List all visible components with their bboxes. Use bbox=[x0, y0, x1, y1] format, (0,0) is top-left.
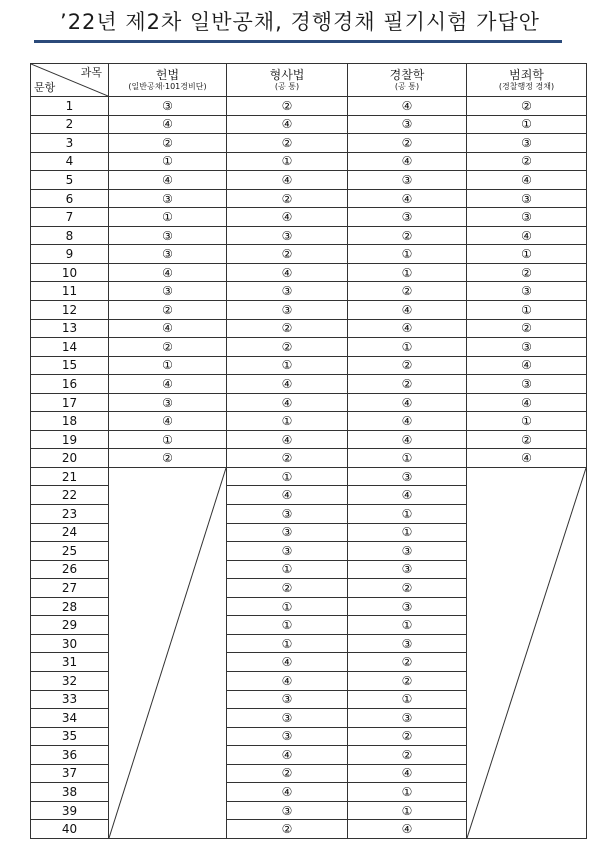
diagonal-line bbox=[109, 468, 226, 838]
answer-cell: ④ bbox=[227, 263, 348, 282]
subject-header-criminology bbox=[467, 64, 587, 97]
answer-cell: ③ bbox=[109, 226, 227, 245]
answer-cell: ① bbox=[348, 690, 467, 709]
answer-cell: ④ bbox=[348, 412, 467, 431]
answer-cell: ③ bbox=[348, 115, 467, 134]
answer-cell: ③ bbox=[348, 208, 467, 227]
answer-cell: ① bbox=[227, 467, 348, 486]
answer-cell: ② bbox=[227, 579, 348, 598]
subject-header-police-science bbox=[348, 64, 467, 97]
answer-cell: ④ bbox=[467, 356, 587, 375]
answer-cell: ① bbox=[348, 801, 467, 820]
question-number: 14 bbox=[31, 338, 109, 357]
answer-cell: ③ bbox=[348, 709, 467, 728]
answer-cell: ① bbox=[348, 616, 467, 635]
question-number: 12 bbox=[31, 301, 109, 320]
answer-cell: ② bbox=[227, 764, 348, 783]
table-row bbox=[31, 449, 587, 468]
question-number: 36 bbox=[31, 746, 109, 765]
answer-cell: ④ bbox=[227, 430, 348, 449]
answer-cell: ① bbox=[348, 338, 467, 357]
answer-cell: ② bbox=[348, 671, 467, 690]
table-row bbox=[31, 375, 587, 394]
answer-cell: ③ bbox=[467, 375, 587, 394]
answer-cell: ③ bbox=[227, 690, 348, 709]
answer-cell: ④ bbox=[348, 319, 467, 338]
subject-name: 헌법 bbox=[155, 68, 180, 82]
answer-cell: ④ bbox=[109, 412, 227, 431]
question-number: 34 bbox=[31, 709, 109, 728]
answer-cell: ④ bbox=[109, 171, 227, 190]
answer-cell: ④ bbox=[227, 653, 348, 672]
answer-cell: ④ bbox=[348, 486, 467, 505]
answer-cell: ③ bbox=[109, 245, 227, 264]
answer-cell: ③ bbox=[227, 301, 348, 320]
question-number: 23 bbox=[31, 505, 109, 524]
header-row bbox=[31, 64, 587, 97]
table-row bbox=[31, 319, 587, 338]
answer-cell: ① bbox=[227, 616, 348, 635]
answer-cell: ③ bbox=[467, 338, 587, 357]
answer-cell: ③ bbox=[348, 560, 467, 579]
question-number: 24 bbox=[31, 523, 109, 542]
table-row bbox=[31, 301, 587, 320]
answer-cell: ② bbox=[227, 245, 348, 264]
table-row bbox=[31, 412, 587, 431]
question-number: 33 bbox=[31, 690, 109, 709]
answer-cell: ③ bbox=[348, 542, 467, 561]
empty-cell-criminology bbox=[467, 467, 587, 838]
answer-cell: ③ bbox=[467, 189, 587, 208]
question-number: 20 bbox=[31, 449, 109, 468]
answer-cell: ① bbox=[348, 505, 467, 524]
answer-cell: ④ bbox=[227, 171, 348, 190]
answer-cell: ④ bbox=[467, 171, 587, 190]
corner-subject-label: 과목 bbox=[80, 66, 102, 79]
answer-cell: ④ bbox=[348, 430, 467, 449]
question-number: 3 bbox=[31, 134, 109, 153]
answer-cell: ② bbox=[109, 449, 227, 468]
answer-cell: ③ bbox=[109, 393, 227, 412]
question-number: 7 bbox=[31, 208, 109, 227]
page-title: ’22년 제2차 일반공채, 경행경채 필기시험 가답안 bbox=[60, 10, 540, 34]
question-number: 25 bbox=[31, 542, 109, 561]
question-number: 37 bbox=[31, 764, 109, 783]
answer-cell: ② bbox=[227, 97, 348, 116]
question-number: 28 bbox=[31, 597, 109, 616]
answer-cell: ③ bbox=[227, 523, 348, 542]
answer-cell: ② bbox=[348, 653, 467, 672]
answer-cell: ④ bbox=[467, 226, 587, 245]
answer-cell: ② bbox=[348, 134, 467, 153]
answer-cell: ③ bbox=[467, 134, 587, 153]
question-number: 15 bbox=[31, 356, 109, 375]
table-row bbox=[31, 208, 587, 227]
answer-cell: ④ bbox=[348, 393, 467, 412]
table-row bbox=[31, 263, 587, 282]
answer-cell: ① bbox=[467, 412, 587, 431]
question-number: 40 bbox=[31, 820, 109, 839]
answer-cell: ③ bbox=[109, 282, 227, 301]
question-number: 4 bbox=[31, 152, 109, 171]
answer-cell: ④ bbox=[227, 375, 348, 394]
table-row bbox=[31, 467, 587, 486]
answer-cell: ① bbox=[227, 560, 348, 579]
answer-cell: ② bbox=[227, 449, 348, 468]
subject-note: (공 통) bbox=[274, 82, 300, 91]
answer-cell: ③ bbox=[227, 282, 348, 301]
question-number: 39 bbox=[31, 801, 109, 820]
question-number: 29 bbox=[31, 616, 109, 635]
answer-cell: ② bbox=[109, 301, 227, 320]
answer-cell: ① bbox=[467, 301, 587, 320]
answer-cell: ③ bbox=[348, 597, 467, 616]
answer-cell: ③ bbox=[467, 282, 587, 301]
answer-cell: ③ bbox=[227, 226, 348, 245]
answer-cell: ④ bbox=[227, 115, 348, 134]
answer-cell: ③ bbox=[348, 171, 467, 190]
answer-cell: ② bbox=[227, 319, 348, 338]
question-number: 10 bbox=[31, 263, 109, 282]
answer-cell: ④ bbox=[227, 671, 348, 690]
answer-cell: ② bbox=[348, 356, 467, 375]
question-number: 21 bbox=[31, 467, 109, 486]
subject-name: 범죄학 bbox=[509, 68, 544, 82]
answer-cell: ③ bbox=[109, 97, 227, 116]
table-row bbox=[31, 430, 587, 449]
answer-cell: ① bbox=[109, 356, 227, 375]
answer-cell: ③ bbox=[348, 634, 467, 653]
answer-cell: ① bbox=[109, 152, 227, 171]
question-number: 22 bbox=[31, 486, 109, 505]
answer-cell: ③ bbox=[348, 467, 467, 486]
table-row bbox=[31, 152, 587, 171]
answer-cell: ④ bbox=[227, 783, 348, 802]
answer-cell: ② bbox=[227, 338, 348, 357]
answer-table bbox=[30, 63, 587, 839]
answer-cell: ② bbox=[109, 338, 227, 357]
answer-cell: ④ bbox=[467, 449, 587, 468]
answer-cell: ④ bbox=[348, 764, 467, 783]
question-number: 5 bbox=[31, 171, 109, 190]
question-number: 26 bbox=[31, 560, 109, 579]
question-number: 32 bbox=[31, 671, 109, 690]
table-row bbox=[31, 189, 587, 208]
answer-cell: ② bbox=[109, 134, 227, 153]
answer-cell: ② bbox=[227, 134, 348, 153]
answer-cell: ① bbox=[467, 115, 587, 134]
answer-cell: ① bbox=[227, 634, 348, 653]
answer-cell: ④ bbox=[348, 152, 467, 171]
question-number: 19 bbox=[31, 430, 109, 449]
answer-cell: ④ bbox=[227, 746, 348, 765]
answer-cell: ② bbox=[348, 375, 467, 394]
title-underline bbox=[34, 40, 562, 43]
answer-cell: ④ bbox=[348, 97, 467, 116]
corner-question-label: 문항 bbox=[34, 81, 56, 94]
table-row bbox=[31, 282, 587, 301]
answer-cell: ② bbox=[348, 226, 467, 245]
question-number: 6 bbox=[31, 189, 109, 208]
table-row bbox=[31, 245, 587, 264]
answer-cell: ① bbox=[348, 245, 467, 264]
empty-cell-constitution bbox=[109, 467, 227, 838]
answer-cell: ② bbox=[348, 746, 467, 765]
answer-cell: ② bbox=[227, 189, 348, 208]
answer-cell: ② bbox=[227, 820, 348, 839]
question-number: 27 bbox=[31, 579, 109, 598]
answer-cell: ① bbox=[227, 152, 348, 171]
question-number: 13 bbox=[31, 319, 109, 338]
subject-name: 경찰학 bbox=[389, 68, 425, 82]
answer-cell: ④ bbox=[348, 820, 467, 839]
answer-cell: ① bbox=[348, 783, 467, 802]
answer-cell: ② bbox=[467, 319, 587, 338]
answer-cell: ③ bbox=[227, 801, 348, 820]
subject-note: (일반공채·101경비단) bbox=[128, 82, 207, 91]
answer-cell: ① bbox=[227, 597, 348, 616]
question-number: 18 bbox=[31, 412, 109, 431]
answer-cell: ① bbox=[467, 245, 587, 264]
answer-cell: ① bbox=[348, 523, 467, 542]
answer-cell: ① bbox=[348, 263, 467, 282]
answer-cell: ④ bbox=[348, 301, 467, 320]
answer-cell: ④ bbox=[227, 393, 348, 412]
question-number: 38 bbox=[31, 783, 109, 802]
answer-cell: ③ bbox=[227, 709, 348, 728]
answer-cell: ① bbox=[348, 449, 467, 468]
answer-cell: ③ bbox=[227, 542, 348, 561]
subject-note: (공 통) bbox=[394, 82, 420, 91]
table-row bbox=[31, 171, 587, 190]
answer-cell: ④ bbox=[109, 375, 227, 394]
answer-cell: ② bbox=[348, 727, 467, 746]
answer-cell: ④ bbox=[467, 393, 587, 412]
answer-cell: ② bbox=[348, 282, 467, 301]
table-row bbox=[31, 338, 587, 357]
question-number: 9 bbox=[31, 245, 109, 264]
table-row bbox=[31, 226, 587, 245]
table-row bbox=[31, 134, 587, 153]
question-number: 30 bbox=[31, 634, 109, 653]
answer-cell: ② bbox=[467, 152, 587, 171]
answer-cell: ④ bbox=[348, 189, 467, 208]
answer-cell: ② bbox=[467, 97, 587, 116]
table-row bbox=[31, 393, 587, 412]
table-row bbox=[31, 115, 587, 134]
subject-note: (경찰행정 경채) bbox=[498, 82, 555, 91]
answer-cell: ④ bbox=[227, 208, 348, 227]
answer-cell: ① bbox=[227, 356, 348, 375]
question-number: 11 bbox=[31, 282, 109, 301]
question-number: 1 bbox=[31, 97, 109, 116]
answer-cell: ④ bbox=[109, 115, 227, 134]
answer-cell: ② bbox=[467, 263, 587, 282]
subject-name: 형사법 bbox=[269, 68, 305, 82]
diagonal-line bbox=[467, 468, 586, 838]
answer-cell: ① bbox=[109, 430, 227, 449]
subject-header-criminal-law bbox=[227, 64, 348, 97]
answer-cell: ③ bbox=[227, 727, 348, 746]
answer-cell: ① bbox=[109, 208, 227, 227]
question-number: 16 bbox=[31, 375, 109, 394]
question-number: 31 bbox=[31, 653, 109, 672]
question-number: 35 bbox=[31, 727, 109, 746]
question-number: 2 bbox=[31, 115, 109, 134]
table-row bbox=[31, 97, 587, 116]
answer-cell: ③ bbox=[109, 189, 227, 208]
question-number: 17 bbox=[31, 393, 109, 412]
question-number: 8 bbox=[31, 226, 109, 245]
table-row bbox=[31, 356, 587, 375]
answer-cell: ② bbox=[348, 579, 467, 598]
answer-cell: ③ bbox=[467, 208, 587, 227]
answer-cell: ③ bbox=[227, 505, 348, 524]
subject-header-constitution bbox=[109, 64, 227, 97]
corner-header bbox=[31, 64, 109, 97]
answer-cell: ① bbox=[227, 412, 348, 431]
answer-body bbox=[31, 97, 587, 839]
answer-cell: ② bbox=[467, 430, 587, 449]
answer-cell: ④ bbox=[227, 486, 348, 505]
answer-cell: ④ bbox=[109, 263, 227, 282]
answer-cell: ④ bbox=[109, 319, 227, 338]
